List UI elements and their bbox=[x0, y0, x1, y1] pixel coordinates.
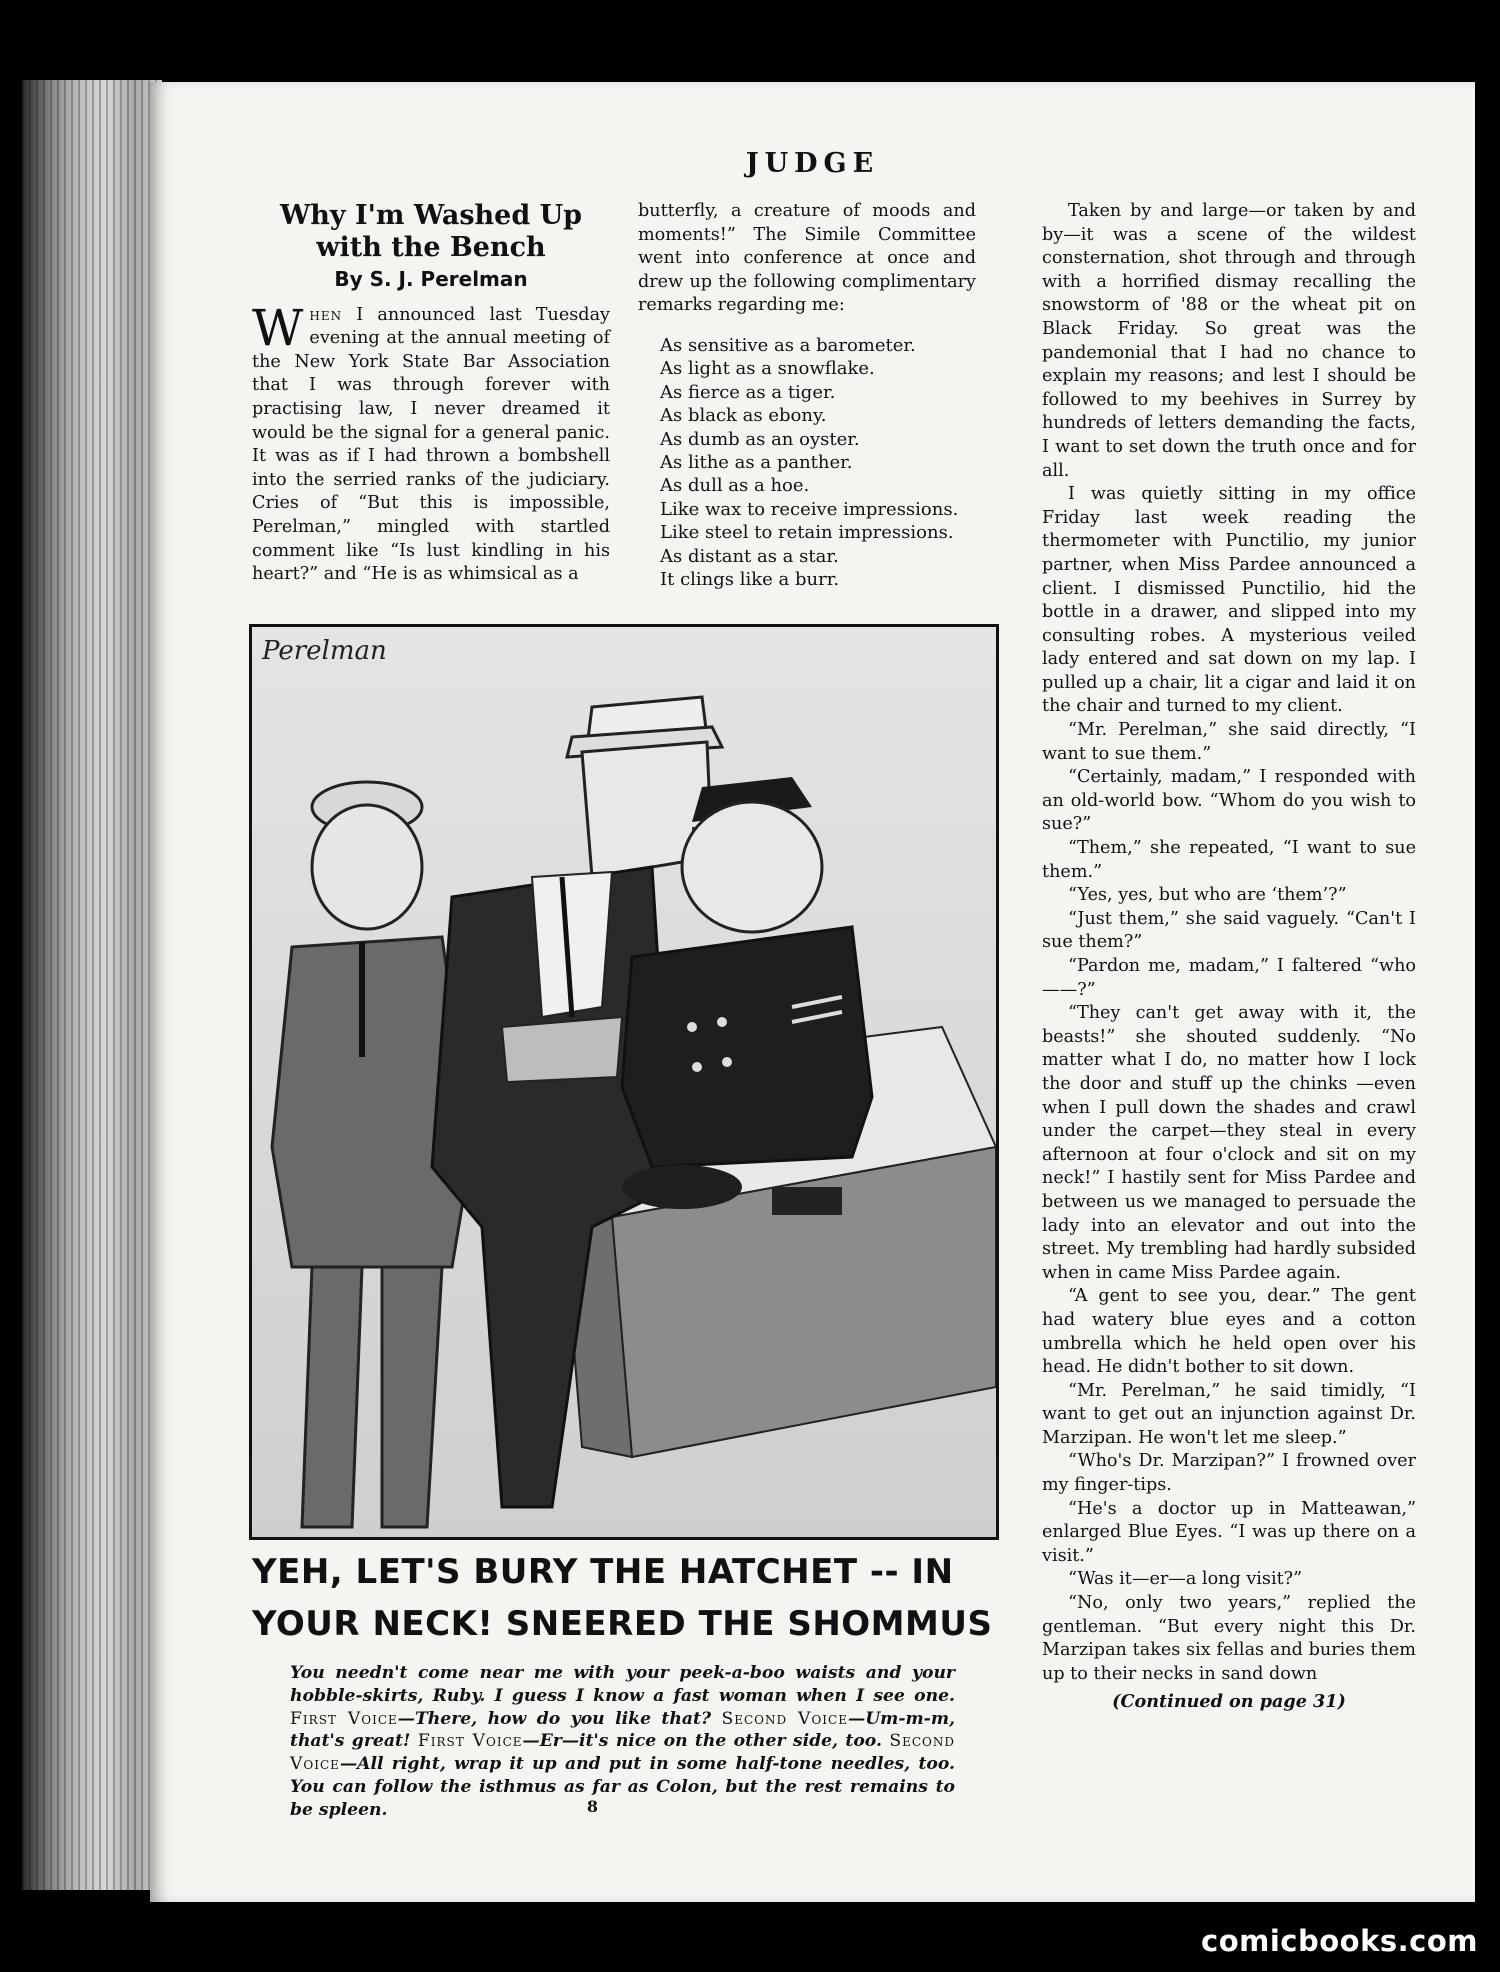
headline-line-2: YOUR NECK! SNEERED THE SHOMMUS bbox=[252, 1604, 993, 1644]
article-column-3 bbox=[1042, 200, 1416, 1714]
article-paragraph: “Them,” she repeated, “I want to sue them.” bbox=[1042, 838, 1416, 882]
simile-list bbox=[660, 334, 976, 591]
simile-item: It clings like a burr. bbox=[660, 569, 840, 591]
simile-item: As light as a snowflake. bbox=[660, 358, 875, 380]
article-paragraph: “Who's Dr. Marzipan?” I frowned over my finger-tips. bbox=[1042, 1451, 1416, 1496]
continued-note: (Continued on page 31) bbox=[1112, 1691, 1346, 1713]
simile-item: Like steel to retain impressions. bbox=[660, 522, 954, 544]
headline-line-1: YEH, LET'S BURY THE HATCHET -- IN bbox=[252, 1552, 954, 1592]
simile-item: As distant as a star. bbox=[660, 545, 839, 567]
caption-voice-label: Second Voice bbox=[721, 1708, 848, 1729]
article-paragraph: “Was it—er—a long visit?” bbox=[1068, 1569, 1303, 1590]
simile-item: As sensitive as a barometer. bbox=[660, 334, 916, 356]
article-paragraph: “Pardon me, madam,” I faltered “who——?” bbox=[1042, 956, 1416, 1000]
article-paragraph: “He's a doctor up in Matteawan,” enlarged Blue Eyes. “I was up there on a visit.” bbox=[1042, 1498, 1416, 1566]
caption-text: —There, how do you like that? bbox=[397, 1708, 722, 1729]
caption-voice-label: First Voice bbox=[290, 1708, 398, 1729]
caption-text: —Er—it's nice on the other side, too. bbox=[522, 1731, 890, 1752]
article-paragraph: “No, only two years,” replied the gentleman. “But every night this Dr. Marzipan takes six fellas and buries them up to their necks in sand down bbox=[1042, 1593, 1416, 1684]
caption-text: —Um-m-m, that's great! bbox=[290, 1708, 955, 1752]
simile-item: As black as ebony. bbox=[660, 405, 827, 427]
page-number: 8 bbox=[586, 1797, 599, 1816]
caption-voice-label: Second Voice bbox=[290, 1731, 955, 1775]
article-lead-paragraph bbox=[252, 298, 610, 587]
article-paragraph: “Just them,” she said vaguely. “Can't I sue them?” bbox=[1042, 908, 1416, 953]
caption-text: —All right, wrap it up and put in some half-tone needles, too. You can follow the isthmus as far as Colon, but the rest remains to be spleen. bbox=[290, 1754, 955, 1820]
article-column-2 bbox=[638, 200, 976, 591]
book-spine-page-edges bbox=[22, 80, 162, 1890]
lead-text: I announced last Tuesday evening at the annual meeting of the New York State Bar Association that I was through forever with practising law, I never dreamed it would be the signal for a general panic. It was as if I had thrown a bombshell into the serried ranks of the judiciary. Cries of “But this is impossible, Perelman,” mingled with startled comment like “Is lust kindling in his heart?” and “He is as whimsical as a bbox=[252, 304, 610, 585]
article-paragraph: “Mr. Perelman,” she said directly, “I want to sue them.” bbox=[1042, 720, 1416, 764]
article-paragraph: “Mr. Perelman,” he said timidly, “I want to get out an injunction against Dr. Marzipan. He won't let me sleep.” bbox=[1042, 1380, 1416, 1448]
simile-item: As lithe as a panther. bbox=[660, 452, 853, 473]
simile-item: As fierce as a tiger. bbox=[660, 381, 836, 403]
cartoon-drawing bbox=[252, 627, 996, 1537]
article-title: Why I'm Washed Up with the Bench bbox=[279, 200, 583, 263]
article-paragraph: “Certainly, madam,” I responded with an old-world bow. “Whom do you wish to sue?” bbox=[1042, 767, 1416, 835]
article-byline: By S. J. Perelman bbox=[334, 267, 528, 291]
article-column-1 bbox=[252, 200, 610, 587]
drop-cap: W bbox=[252, 298, 304, 357]
simile-item: As dull as a hoe. bbox=[660, 475, 810, 497]
artist-signature: Perelman bbox=[262, 636, 387, 666]
watermark-text: comicbooks.com bbox=[1201, 1924, 1478, 1958]
cartoon-illustration bbox=[249, 624, 999, 1540]
simile-item: Like wax to receive impressions. bbox=[660, 498, 959, 520]
column-3-body bbox=[1042, 200, 1416, 1686]
cartoon-headline bbox=[252, 1546, 996, 1650]
magazine-page bbox=[150, 82, 1475, 1902]
masthead: JUDGE bbox=[745, 148, 880, 179]
article-paragraph: “Yes, yes, but who are ‘them’?” bbox=[1068, 885, 1347, 906]
article-paragraph: “They can't get away with it, the beasts!” she shouted suddenly. “No matter what I do, no matter how I lock the door and stuff up the chinks —even when I pull down the shades and crawl under the carpet—they steal in every afternoon at four o'clock and sit on my neck!” I hastily sent for Miss Pardee and between us we managed to persuade the lady into an elevator and out into the street. My trembling had hardly subsided when in came Miss Pardee again. bbox=[1042, 1003, 1416, 1283]
caption-text: You needn't come near me with your peek-a-boo waists and your hobble-skirts, Ruby. I guess I know a fast woman when I see one. bbox=[290, 1663, 955, 1706]
caption-voice-label: First Voice bbox=[417, 1731, 523, 1752]
lead-smallcaps: hen bbox=[309, 304, 343, 325]
column-2-paragraph: butterfly, a creature of moods and moments!” The Simile Committee went into conference at once and drew up the following complimentary remarks regarding me: bbox=[638, 201, 976, 316]
article-paragraph: I was quietly sitting in my office Friday last week reading the thermometer with Punctilio, my junior partner, when Miss Pardee announced a client. I dismissed Punctilio, hid the bottle in a drawer, and slipped into my consulting robes. A mysterious veiled lady entered and sat down on my lap. I pulled up a chair, lit a cigar and laid it on the chair and turned to my client. bbox=[1042, 484, 1416, 717]
article-paragraph: Taken by and large—or taken by and by—it was a scene of the wildest consternation, shot through and through with a horrified dismay recalling the snowstorm of '88 or the wheat pit on Black Friday. So great was the pandemonial that I had no chance to explain my reasons; and lest I should be followed to my beehives in Surrey by hundreds of letters demanding the facts, I want to set down the truth once and for all. bbox=[1042, 201, 1416, 481]
article-paragraph: “A gent to see you, dear.” The gent had watery blue eyes and a cotton umbrella which he held open over his head. He didn't bother to sit down. bbox=[1042, 1286, 1416, 1378]
simile-item: As dumb as an oyster. bbox=[660, 428, 860, 450]
